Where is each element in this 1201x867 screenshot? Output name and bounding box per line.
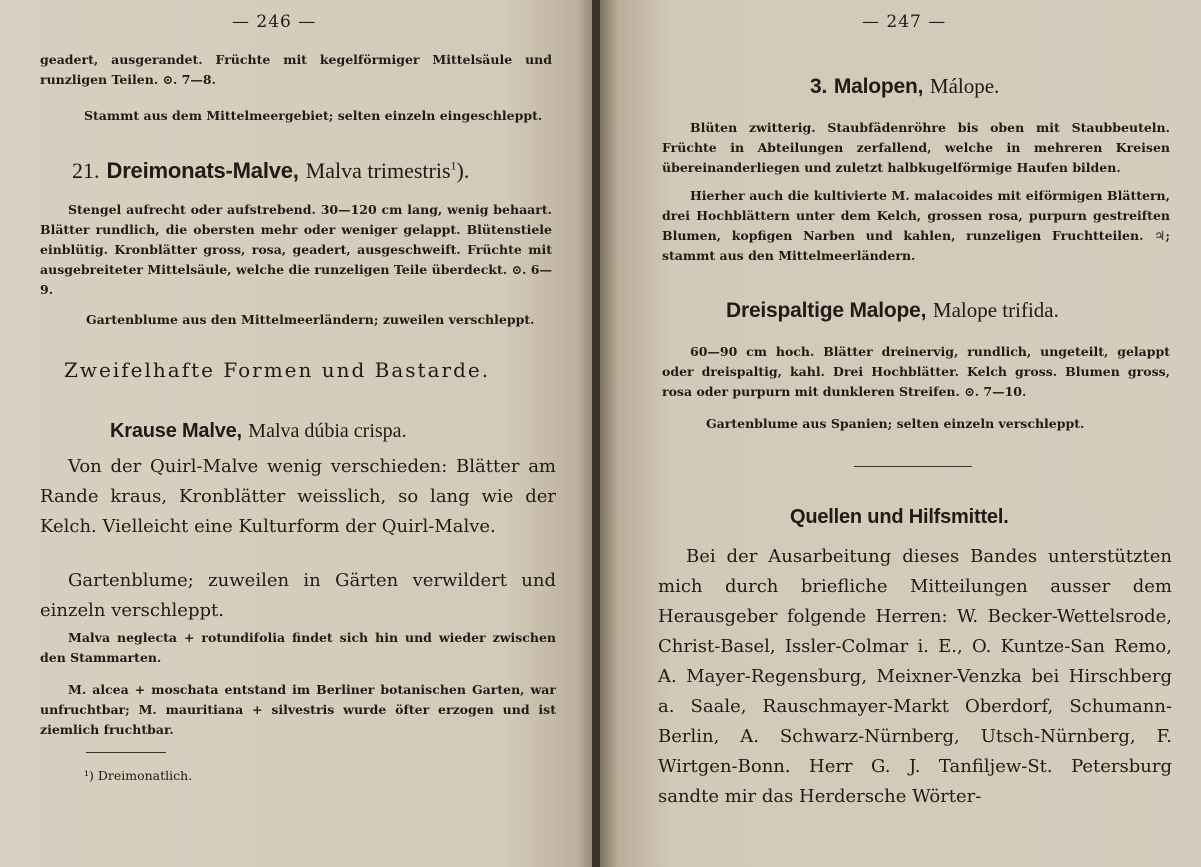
genus-heading	[810, 74, 999, 99]
footnote-mark: 1	[450, 158, 457, 173]
genus-latin-name: Málope.	[929, 74, 1000, 98]
krause-common-name: Krause Malve,	[110, 420, 242, 442]
species-common-name: Dreimonats-Malve,	[106, 158, 299, 183]
species-latin-name: Malva trimestris	[305, 158, 451, 183]
krause-heading	[110, 418, 407, 443]
species-heading-21	[72, 158, 469, 184]
species-description: Stengel aufrecht oder aufstrebend. 30—120 cm lang, wenig behaart. Blätter rundlich, die obersten mehr oder weniger gelappt. Blütenstiele einblütig. Kronblätter gross, rosa, geadert, ausgeschweift. Früchte mit ausgebreiteter Mittelsäule, welche die runzeligen Teile überdeckt. ⊙. 6—9.	[40, 202, 552, 297]
trifida-description: 60—90 cm hoch. Blätter dreinervig, rundlich, ungeteilt, gelappt oder dreispaltig, kahl. Drei Hochblätter. Kelch gross. Blumen gross, rosa oder purpurn mit dunkleren Streifen. ⊙. 7—10.	[662, 344, 1170, 399]
heading-close: ).	[456, 158, 470, 183]
krause-description: Von der Quirl-Malve wenig verschieden: Blätter am Rande kraus, Kronblätter weisslich, so lang wie der Kelch. Vielleicht eine Kulturform der Quirl-Malve.	[40, 456, 556, 537]
genus-description: Blüten zwitterig. Staubfädenröhre bis oben mit Staubbeuteln. Früchte in Abteilungen zerfallend, welche in mehreren Kreisen übereinanderliegen und zuletzt halbkugelförmige Haufen bilden.	[662, 120, 1170, 175]
trifida-common-name: Dreispaltige Malope,	[726, 299, 927, 322]
left-page	[0, 0, 595, 867]
right-page	[600, 0, 1201, 867]
sources-title: Quellen und Hilfsmittel.	[790, 506, 1009, 528]
krause-origin: Gartenblume; zuweilen in Gärten verwildert und einzeln verschleppt.	[40, 570, 556, 621]
sources-heading	[790, 504, 1009, 529]
footnote-rule	[86, 752, 166, 753]
sources-text: Bei der Ausarbeitung dieses Bandes unterstützten mich durch briefliche Mitteilungen ausser dem Herausgeber folgende Herren: W. Becker-Wettelsrode, Christ-Basel, Issler-Colmar i. E., O. Kuntze-San Remo, A. Mayer-Regensburg, Meixner-Venzka bei Hirschberg a. Saale, Rauschmayer-Markt Oberdorf, Schumann-Berlin, A. Schwarz-Nürnberg, Utsch-Nürnberg, F. Wirtgen-Bonn. Herr G. J. Tanfiljew-St. Petersburg sandte mir das Herdersche Wörter-	[658, 546, 1172, 807]
page-number: — 247 —	[862, 12, 947, 32]
genus-note: Hierher auch die kultivierte M. malacoides mit eiförmigen Blättern, drei Hochblättern unter dem Kelch, grossen rosa, purpurn gestreiften Blumen, kopfigen Narben und kahlen, runzeligen Fruchtteilen. ♃; stammt aus den Mittelmeerländern.	[662, 188, 1170, 263]
origin-note: Stammt aus dem Mittelmeergebiet; selten einzeln eingeschleppt.	[84, 108, 543, 123]
trifida-heading	[726, 298, 1059, 323]
hybrid-note-2: M. alcea + moschata entstand im Berliner botanischen Garten, war unfruchtbar; M. mauritiana + silvestris wurde öfter erzogen und ist ziemlich fruchtbar.	[40, 682, 556, 737]
species-number: 21.	[72, 158, 100, 183]
species-origin: Gartenblume aus den Mittelmeerländern; zuweilen verschleppt.	[86, 312, 535, 327]
trifida-origin: Gartenblume aus Spanien; selten einzeln verschleppt.	[706, 416, 1085, 431]
krause-latin-name: Malva dúbia crispa.	[248, 420, 407, 442]
footnote: ¹) Dreimonatlich.	[84, 768, 193, 783]
continued-description: geadert, ausgerandet. Früchte mit kegelförmiger Mittelsäule und runzligen Teilen. ⊙. 7—8.	[40, 52, 552, 87]
hybrid-note-1: Malva neglecta + rotundifolia findet sich hin und wieder zwischen den Stammarten.	[40, 630, 556, 665]
genus-number: 3.	[810, 75, 828, 98]
section-title: Zweifelhafte Formen und Bastarde.	[64, 358, 491, 382]
genus-common-name: Malopen,	[833, 75, 924, 98]
section-rule	[854, 466, 972, 467]
trifida-latin-name: Malope trifida.	[932, 298, 1059, 322]
page-number: — 246 —	[232, 12, 317, 32]
